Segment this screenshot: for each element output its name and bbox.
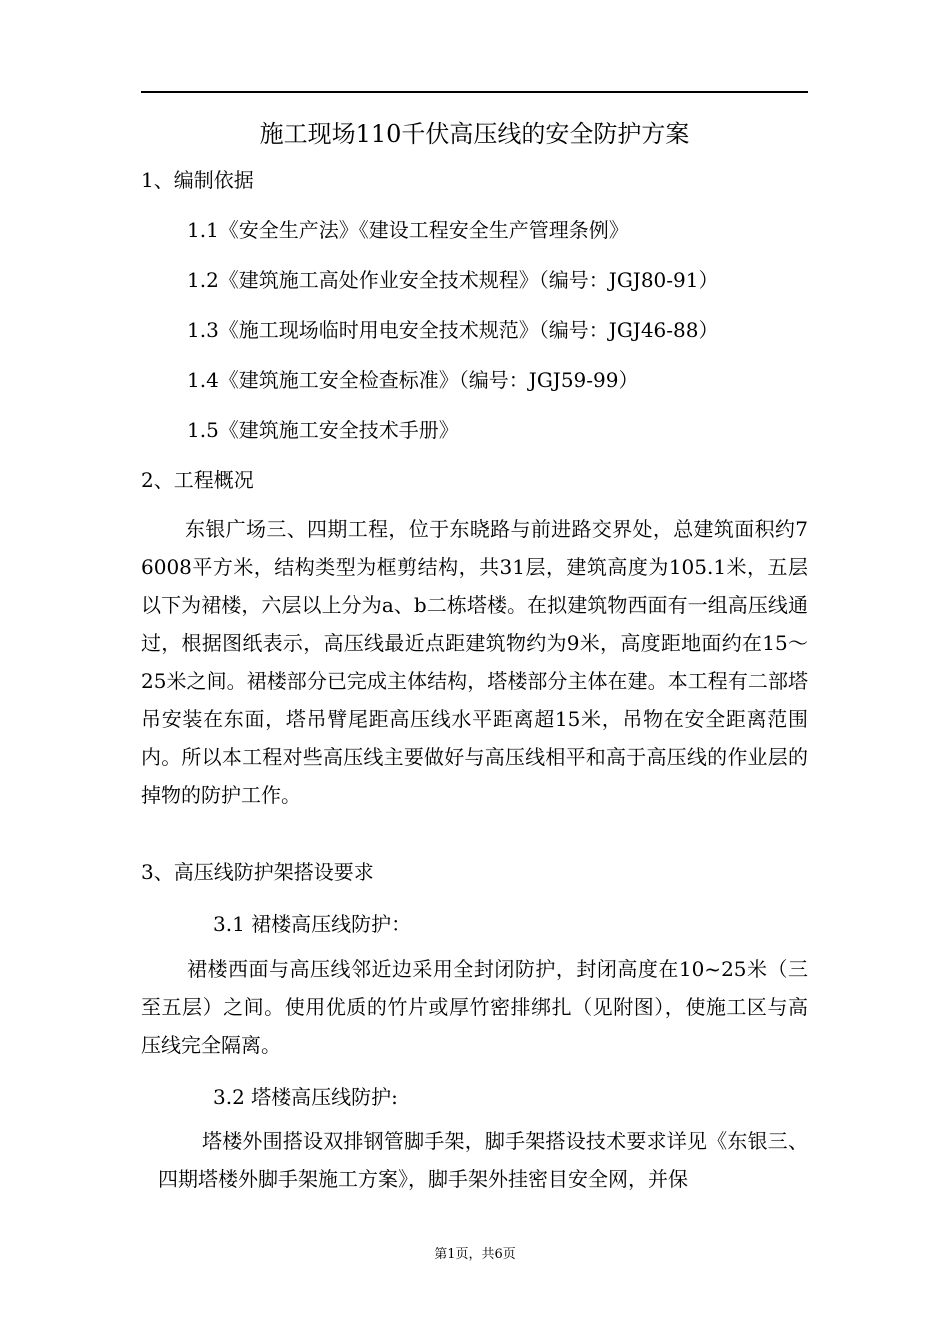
subsection-3-2-heading: 3.2 塔楼高压线防护: [213,1085,398,1109]
reference-item-1: 1.1《安全生产法》《建设工程安全生产管理条例》 [187,218,629,242]
tower-protection-paragraph: 塔楼外围搭设双排钢管脚手架，脚手架搭设技术要求详见《东银三、四期塔楼外脚手架施工方案》，脚手架外挂密目安全网，并保 [158,1129,808,1191]
section-2-heading: 2、工程概况 [141,468,254,492]
reference-item-5: 1.5《建筑施工安全技术手册》 [187,418,459,442]
section-3-heading: 3、高压线防护架搭设要求 [141,860,374,884]
reference-item-3: 1.3《施工现场临时用电安全技术规范》（编号：JGJ46-88） [187,318,719,342]
reference-item-4: 1.4《建筑施工安全检查标准》（编号：JGJ59-99） [187,368,639,392]
reference-item-2: 1.2《建筑施工高处作业安全技术规程》（编号：JGJ80-91） [187,268,719,292]
podium-protection-paragraph: 裙楼西面与高压线邻近边采用全封闭防护，封闭高度在10~25米（三至五层）之间。使用优质的竹片或厚竹密排绑扎（见附图），使施工区与高压线完全隔离。 [141,957,808,1057]
document-title: 施工现场110千伏高压线的安全防护方案 [259,120,690,148]
subsection-3-1-heading: 3.1 裙楼高压线防护： [213,912,412,936]
page-footer: 第1页，共6页 [434,1247,516,1262]
section-1-heading: 1、编制依据 [141,168,254,192]
header-rule [141,91,808,93]
project-overview-paragraph: 东银广场三、四期工程，位于东晓路与前进路交界处，总建筑面积约76008平方米，结构类型为框剪结构，共31层，建筑高度为105.1米，五层以下为裙楼，六层以上分为a、b二栋塔楼。在拟建筑物西面有一组高压线通过，根据图纸表示，高压线最近点距建筑物约为9米，高度距地面约在15～25米之间。裙楼部分已完成主体结构，塔楼部分主体在建。本工程有二部塔吊安装在东面，塔吊臂尾距高压线水平距离超15米，吊物在安全距离范围内。所以本工程对些高压线主要做好与高压线相平和高于高压线的作业层的掉物的防护工作。 [141,517,808,807]
